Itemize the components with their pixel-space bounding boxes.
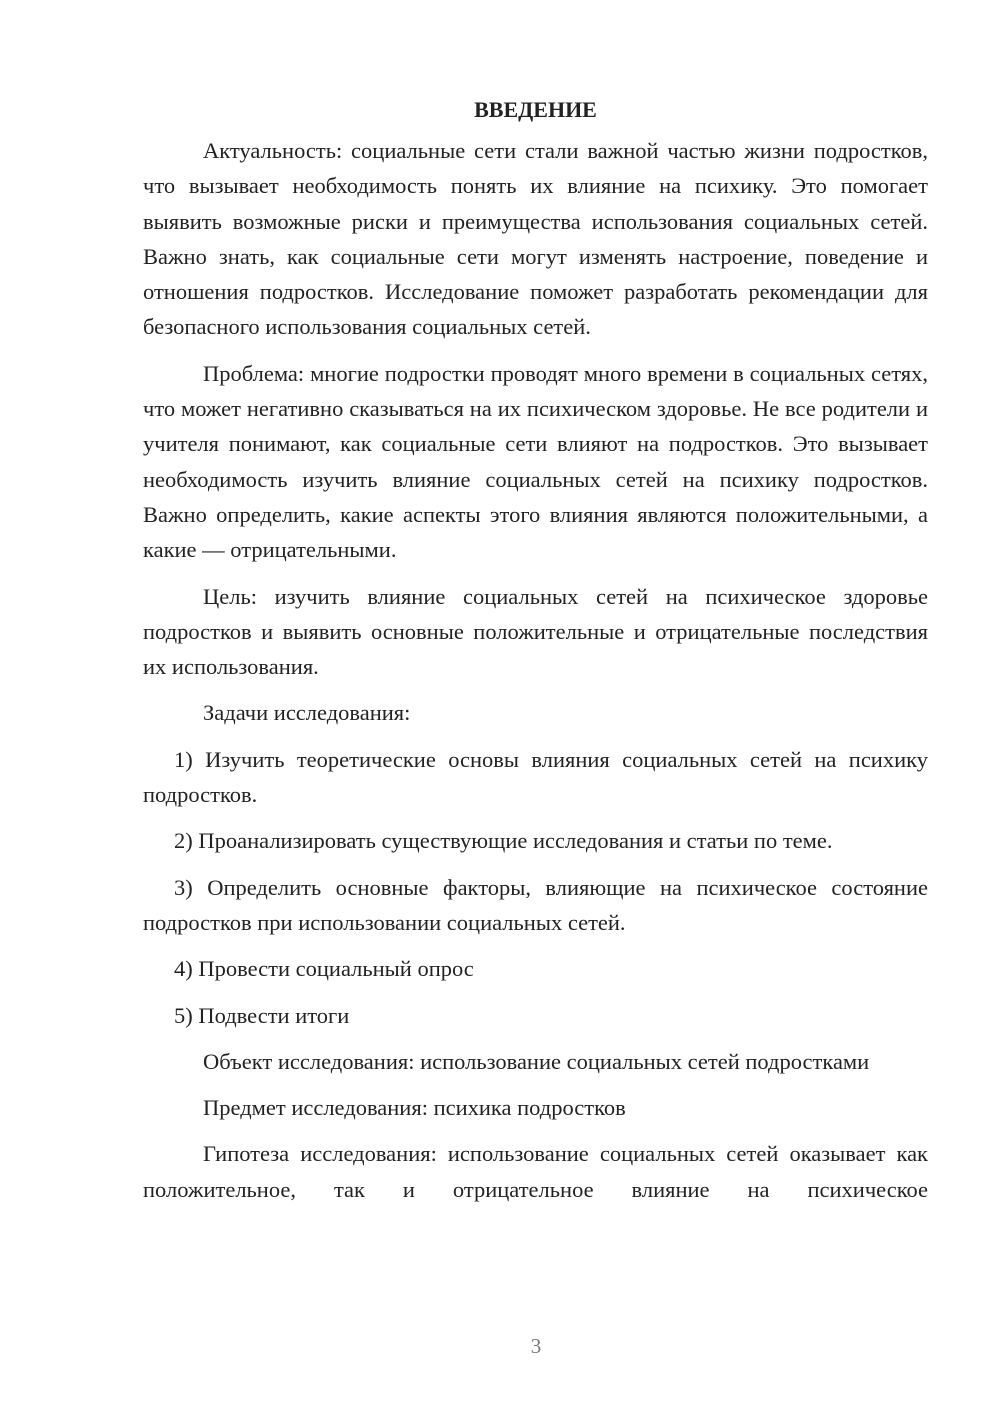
task-item: 1) Изучить теоретические основы влияния социальных сетей на психику подростков. <box>143 746 928 808</box>
task-item: 4) Провести социальный опрос <box>174 956 474 982</box>
object-paragraph: Объект исследования: использование социальных сетей подростками <box>203 1048 870 1074</box>
task-item: 3) Определить основные факторы, влияющие на психическое состояние подростков при использовании социальных сетей. <box>143 874 928 935</box>
section-title: ВВЕДЕНИЕ <box>474 97 597 122</box>
subject-paragraph: Предмет исследования: психика подростков <box>203 1095 626 1121</box>
task-item: 2) Проанализировать существующие исследования и статьи по теме. <box>174 828 833 854</box>
task-item: 5) Подвести итоги <box>174 1002 350 1028</box>
problem-paragraph: Проблема: многие подростки проводят много времени в социальных сетях, что может негативно сказываться на их психическом здоровье. Не все родители и учителя понимают, как социальные сети влияют на подростков. Это вызывает необходимость изучить влияние социальных сетей на психику подростков. Важно определить, какие аспекты этого влияния являются положительными, а какие — отрицательными. <box>143 360 928 563</box>
hypothesis-paragraph: Гипотеза исследования: использование социальных сетей оказывает как положительное, так и отрицательное влияние на психическое <box>143 1141 928 1202</box>
tasks-heading: Задачи исследования: <box>203 700 411 726</box>
goal-paragraph: Цель: изучить влияние социальных сетей на психическое здоровье подростков и выявить основные положительные и отрицательные последствия их использования. <box>143 583 928 680</box>
page-number: 3 <box>530 1334 542 1358</box>
page-content <box>143 92 928 1207</box>
relevance-paragraph: Актуальность: социальные сети стали важной частью жизни подростков, что вызывает необходимость понять их влияние на психику. Это помогает выявить возможные риски и преимущества использования социальных сетей. Важно знать, как социальные сети могут изменять настроение, поведение и отношения подростков. Исследование поможет разработать рекомендации для безопасного использования социальных сетей. <box>143 138 928 340</box>
